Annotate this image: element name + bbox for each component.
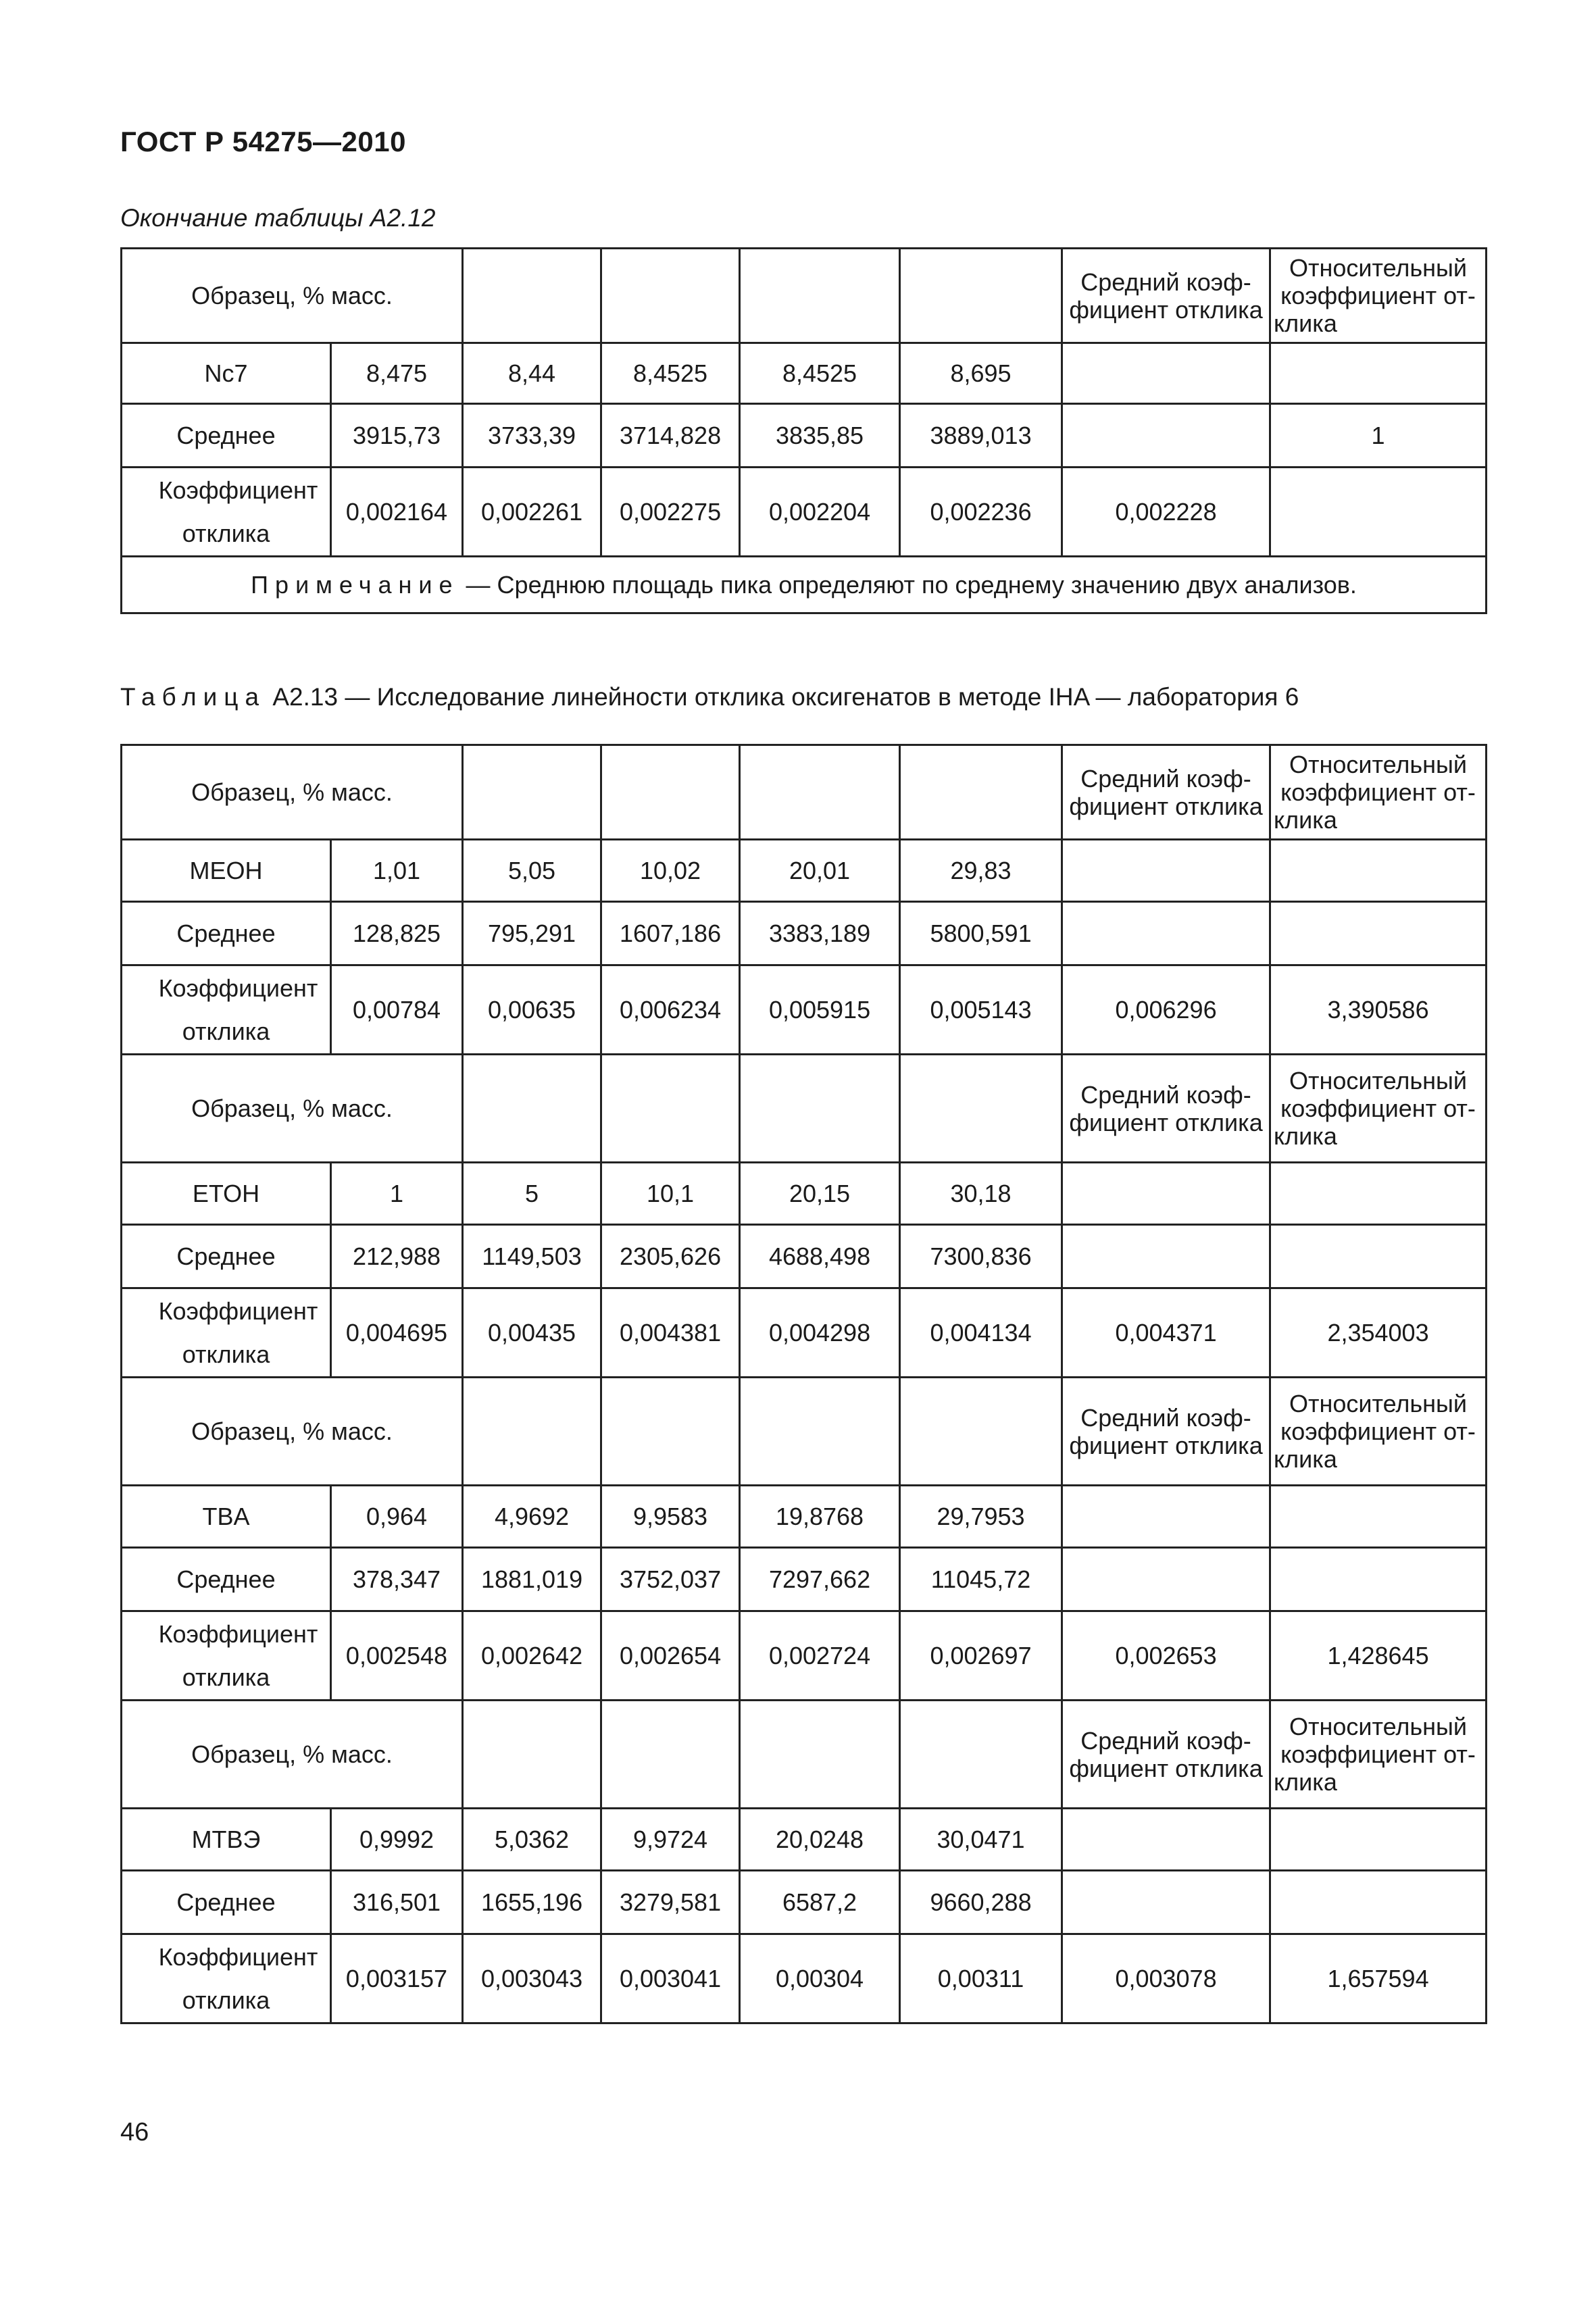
empty-header-cell <box>463 1378 601 1486</box>
avg-cell <box>1062 1548 1270 1611</box>
block-header-row <box>122 745 1487 840</box>
rel-cell <box>1270 1809 1487 1871</box>
rel-cell <box>1270 1548 1487 1611</box>
avg-coef-header: Средний коэф-фициент отклика <box>1062 1701 1270 1809</box>
value-cell: 10,1 <box>601 1163 740 1225</box>
empty-header-cell <box>900 1378 1062 1486</box>
empty-header-cell <box>601 1378 740 1486</box>
avg-cell <box>1062 1809 1270 1871</box>
value-cell: 11045,72 <box>900 1548 1062 1611</box>
sample-header: Образец, % масс. <box>122 1055 463 1163</box>
row-label: Nc7 <box>122 343 331 404</box>
value-cell: 0,002261 <box>463 468 601 557</box>
rel-cell <box>1270 1163 1487 1225</box>
value-cell: 0,00784 <box>331 965 463 1055</box>
value-cell: 0,00635 <box>463 965 601 1055</box>
value-cell: 5,0362 <box>463 1809 601 1871</box>
value-cell: 0,004134 <box>900 1288 1062 1378</box>
row-label: Коэффициент отклика <box>122 1288 331 1378</box>
sample-header: Образец, % масс. <box>122 745 463 840</box>
value-cell: 0,005915 <box>740 965 900 1055</box>
rel-coef-header: Относительный коэффициент от-клика <box>1270 1701 1487 1809</box>
value-cell: 378,347 <box>331 1548 463 1611</box>
value-cell: 4688,498 <box>740 1225 900 1288</box>
table-row <box>122 1611 1487 1701</box>
empty-header-cell <box>463 1701 601 1809</box>
value-cell: 3752,037 <box>601 1548 740 1611</box>
value-cell: 0,004298 <box>740 1288 900 1378</box>
row-label: Среднее <box>122 1548 331 1611</box>
table-row <box>122 404 1487 468</box>
avg-cell <box>1062 902 1270 965</box>
block-header-row <box>122 1378 1487 1486</box>
value-cell: 3733,39 <box>463 404 601 468</box>
note-text: — Среднюю площадь пика определяют по среднему значению двух анализов. <box>459 570 1357 599</box>
value-cell: 20,15 <box>740 1163 900 1225</box>
value-cell: 0,003157 <box>331 1934 463 2023</box>
sample-header: Образец, % масс. <box>122 1378 463 1486</box>
table-row <box>122 1809 1487 1871</box>
table-row <box>122 1163 1487 1225</box>
value-cell: 0,004695 <box>331 1288 463 1378</box>
table-row <box>122 1934 1487 2023</box>
note-label: Примечание <box>251 570 459 599</box>
empty-header-cell <box>900 1701 1062 1809</box>
empty-header-cell <box>601 249 740 343</box>
value-cell: 6587,2 <box>740 1871 900 1934</box>
table-header-row <box>122 249 1487 343</box>
rel-cell <box>1270 1486 1487 1548</box>
value-cell: 9660,288 <box>900 1871 1062 1934</box>
value-cell: 795,291 <box>463 902 601 965</box>
value-cell: 0,003043 <box>463 1934 601 2023</box>
value-cell: 0,002204 <box>740 468 900 557</box>
rel-cell <box>1270 343 1487 404</box>
rel-coef-header: Относительный коэффициент от-клика <box>1270 1055 1487 1163</box>
value-cell: 9,9724 <box>601 1809 740 1871</box>
value-cell: 2305,626 <box>601 1225 740 1288</box>
value-cell: 9,9583 <box>601 1486 740 1548</box>
rel-coef-header: Относительный коэффициент от-клика <box>1270 745 1487 840</box>
rel-cell: 1,428645 <box>1270 1611 1487 1701</box>
table-row <box>122 1871 1487 1934</box>
avg-coef-header: Средний коэф-фициент отклика <box>1062 1055 1270 1163</box>
avg-cell: 0,006296 <box>1062 965 1270 1055</box>
value-cell: 3279,581 <box>601 1871 740 1934</box>
empty-header-cell <box>740 745 900 840</box>
rel-cell <box>1270 1871 1487 1934</box>
value-cell: 8,475 <box>331 343 463 404</box>
rel-coef-header: Относительный коэффициент от-клика <box>1270 249 1487 343</box>
row-label: Коэффициент отклика <box>122 468 331 557</box>
row-label: Среднее <box>122 1871 331 1934</box>
value-cell: 30,18 <box>900 1163 1062 1225</box>
value-cell: 128,825 <box>331 902 463 965</box>
table-row <box>122 1225 1487 1288</box>
avg-cell <box>1062 1871 1270 1934</box>
table-note <box>122 557 1487 613</box>
value-cell: 8,4525 <box>740 343 900 404</box>
value-cell: 1607,186 <box>601 902 740 965</box>
value-cell: 0,002164 <box>331 468 463 557</box>
value-cell: 0,002642 <box>463 1611 601 1701</box>
avg-cell: 0,002653 <box>1062 1611 1270 1701</box>
value-cell: 20,01 <box>740 840 900 902</box>
table-row <box>122 468 1487 557</box>
value-cell: 0,002275 <box>601 468 740 557</box>
document-code-header: ГОСТ Р 54275—2010 <box>120 126 406 157</box>
rel-cell <box>1270 1225 1487 1288</box>
value-cell: 0,9992 <box>331 1809 463 1871</box>
value-cell: 4,9692 <box>463 1486 601 1548</box>
avg-cell <box>1062 343 1270 404</box>
empty-header-cell <box>463 249 601 343</box>
rel-cell <box>1270 902 1487 965</box>
value-cell: 30,0471 <box>900 1809 1062 1871</box>
avg-coef-header: Средний коэф-фициент отклика <box>1062 745 1270 840</box>
avg-cell: 0,002228 <box>1062 468 1270 557</box>
block-header-row <box>122 1055 1487 1163</box>
rel-cell: 2,354003 <box>1270 1288 1487 1378</box>
value-cell: 1149,503 <box>463 1225 601 1288</box>
value-cell: 0,006234 <box>601 965 740 1055</box>
compound-label: TBA <box>122 1486 331 1548</box>
value-cell: 8,44 <box>463 343 601 404</box>
value-cell: 316,501 <box>331 1871 463 1934</box>
table-row <box>122 965 1487 1055</box>
value-cell: 0,005143 <box>900 965 1062 1055</box>
value-cell: 0,002548 <box>331 1611 463 1701</box>
value-cell: 5800,591 <box>900 902 1062 965</box>
value-cell: 3714,828 <box>601 404 740 468</box>
value-cell: 0,002697 <box>900 1611 1062 1701</box>
table-row <box>122 1548 1487 1611</box>
empty-header-cell <box>740 1055 900 1163</box>
value-cell: 0,00311 <box>900 1934 1062 2023</box>
avg-cell <box>1062 1163 1270 1225</box>
rel-cell: 1 <box>1270 404 1487 468</box>
value-cell: 29,83 <box>900 840 1062 902</box>
value-cell: 29,7953 <box>900 1486 1062 1548</box>
table-row <box>122 1288 1487 1378</box>
sample-header: Образец, % масс. <box>122 249 463 343</box>
avg-coef-header: Средний коэф-фициент отклика <box>1062 1378 1270 1486</box>
value-cell: 20,0248 <box>740 1809 900 1871</box>
table-a2-12 <box>120 247 1487 614</box>
avg-cell: 0,003078 <box>1062 1934 1270 2023</box>
avg-cell: 0,004371 <box>1062 1288 1270 1378</box>
block-header-row <box>122 1701 1487 1809</box>
row-label: Коэффициент отклика <box>122 965 331 1055</box>
sample-header: Образец, % масс. <box>122 1701 463 1809</box>
value-cell: 7300,836 <box>900 1225 1062 1288</box>
empty-header-cell <box>463 745 601 840</box>
avg-cell <box>1062 1486 1270 1548</box>
value-cell: 0,004381 <box>601 1288 740 1378</box>
row-label: Коэффициент отклика <box>122 1611 331 1701</box>
rel-cell: 1,657594 <box>1270 1934 1487 2023</box>
value-cell: 1 <box>331 1163 463 1225</box>
rel-cell <box>1270 840 1487 902</box>
value-cell: 5 <box>463 1163 601 1225</box>
value-cell: 0,002236 <box>900 468 1062 557</box>
empty-header-cell <box>900 249 1062 343</box>
table-row <box>122 840 1487 902</box>
empty-header-cell <box>601 1701 740 1809</box>
value-cell: 7297,662 <box>740 1548 900 1611</box>
value-cell: 0,003041 <box>601 1934 740 2023</box>
row-label: Среднее <box>122 1225 331 1288</box>
table-row <box>122 1486 1487 1548</box>
value-cell: 8,695 <box>900 343 1062 404</box>
table-row <box>122 902 1487 965</box>
rel-cell: 3,390586 <box>1270 965 1487 1055</box>
value-cell: 5,05 <box>463 840 601 902</box>
empty-header-cell <box>601 1055 740 1163</box>
avg-cell <box>1062 1225 1270 1288</box>
value-cell: 10,02 <box>601 840 740 902</box>
row-label: Коэффициент отклика <box>122 1934 331 2023</box>
avg-cell <box>1062 840 1270 902</box>
value-cell: 0,964 <box>331 1486 463 1548</box>
value-cell: 0,00304 <box>740 1934 900 2023</box>
empty-header-cell <box>601 745 740 840</box>
avg-coef-header: Средний коэф-фициент отклика <box>1062 249 1270 343</box>
value-cell: 8,4525 <box>601 343 740 404</box>
value-cell: 1,01 <box>331 840 463 902</box>
row-label: Среднее <box>122 404 331 468</box>
value-cell: 3835,85 <box>740 404 900 468</box>
compound-label: МТВЭ <box>122 1809 331 1871</box>
empty-header-cell <box>463 1055 601 1163</box>
value-cell: 19,8768 <box>740 1486 900 1548</box>
value-cell: 3889,013 <box>900 404 1062 468</box>
rel-coef-header: Относительный коэффициент от-клика <box>1270 1378 1487 1486</box>
value-cell: 0,002724 <box>740 1611 900 1701</box>
empty-header-cell <box>740 1701 900 1809</box>
page-number: 46 <box>120 2118 149 2146</box>
empty-header-cell <box>740 249 900 343</box>
compound-label: MEOH <box>122 840 331 902</box>
value-cell: 212,988 <box>331 1225 463 1288</box>
value-cell: 1881,019 <box>463 1548 601 1611</box>
rel-cell <box>1270 468 1487 557</box>
row-label: Среднее <box>122 902 331 965</box>
note-row <box>122 557 1487 613</box>
empty-header-cell <box>740 1378 900 1486</box>
empty-header-cell <box>900 1055 1062 1163</box>
compound-label: ETOH <box>122 1163 331 1225</box>
value-cell: 3383,189 <box>740 902 900 965</box>
value-cell: 0,00435 <box>463 1288 601 1378</box>
value-cell: 1655,196 <box>463 1871 601 1934</box>
value-cell: 3915,73 <box>331 404 463 468</box>
table-a2-13-caption: Таблица А2.13 — Исследование линейности отклика оксигенатов в методе IHA — лаборатория 6 <box>120 683 1299 711</box>
empty-header-cell <box>900 745 1062 840</box>
continuation-caption: Окончание таблицы А2.12 <box>120 204 436 232</box>
table-a2-13 <box>120 744 1487 2024</box>
avg-cell <box>1062 404 1270 468</box>
value-cell: 0,002654 <box>601 1611 740 1701</box>
table-row <box>122 343 1487 404</box>
